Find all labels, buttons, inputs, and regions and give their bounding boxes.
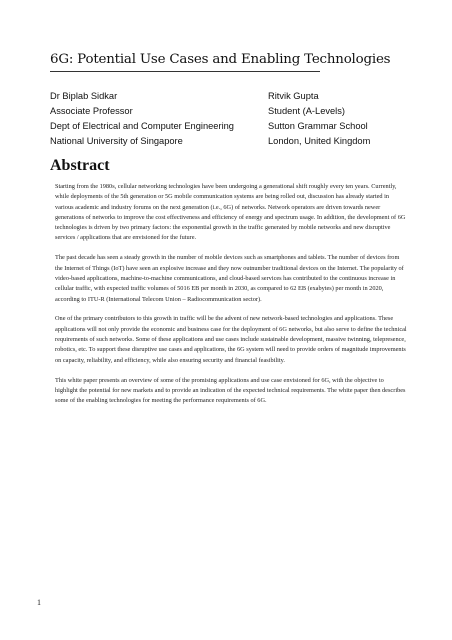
author-institution: Sutton Grammar School xyxy=(268,121,368,131)
abstract-body xyxy=(55,182,407,416)
abstract-heading: Abstract xyxy=(50,157,110,174)
author-name: Ritvik Gupta xyxy=(268,91,319,101)
abstract-paragraph: Starting from the 1980s, cellular networking technologies have been undergoing a generational shift roughly every ten years. Currently, while deployments of the 5th generation or 5G mobile communication systems are being rolled out, discussion has already started in various academic and industry forums on the next generation (i.e., 6G) of networks. Network operators are driven towards newer generations of networks to improve the cost effectiveness and efficiency of energy and spectrum usage. In addition, the development of 6G technologies is driven by two primary factors: the exponential growth in the traffic generated by mobile networks and new disruptive services / applications that are envisioned for the future. xyxy=(55,183,406,242)
abstract-paragraph: This white paper presents an overview of some of the promising applications and use case envisioned for 6G, with the objective to highlight the potential for new markets and to provide an indication of the expected technical requirements. The white paper then describes some of the enabling technologies for meeting the performance requirements of 6G. xyxy=(55,376,406,405)
title-underline xyxy=(50,71,320,72)
abstract-paragraph: One of the primary contributors to this growth in traffic will be the advent of new network-based technologies and applications. These applications will not only provide the economic and business case for the deployment of 6G networks, but also serve to define the technical requirements of such networks. Some of these applications and use cases include sustainable development, massive twinning, telepresence, robotics, etc. To support these disruptive use cases and applications, the 6G system will need to provide orders of magnitude improvements on capacity, reliability, and efficiency, while also ensuring security and financial feasibility. xyxy=(55,315,407,364)
author-department: Dept of Electrical and Computer Engineering xyxy=(50,121,234,131)
author-position: Student (A-Levels) xyxy=(268,106,345,116)
author-block-right xyxy=(268,89,370,149)
author-institution: National University of Singapore xyxy=(50,136,183,146)
author-location: London, United Kingdom xyxy=(268,136,371,146)
author-name: Dr Biplab Sidkar xyxy=(50,91,118,101)
author-position: Associate Professor xyxy=(50,106,133,116)
page-number: 1 xyxy=(37,598,41,607)
author-block-left xyxy=(50,89,234,149)
paper-title: 6G: Potential Use Cases and Enabling Technologies xyxy=(50,52,391,67)
abstract-paragraph: The past decade has seen a steady growth in the number of mobile devices such as smartphones and tablets. The number of devices from the Internet of Things (IoT) have seen an explosive increase and they now outnumber traditional devices on the Internet. The popularity of video-based applications, machine-to-machine communications, and cloud-based services has contributed to the continuous increase in cellular traffic, with expected traffic volumes of 5016 EB per month in 2030, as compared to 62 EB (exabytes) per month in 2020, according to ITU-R (International Telecom Union – Radiocommunication sector). xyxy=(55,254,404,303)
